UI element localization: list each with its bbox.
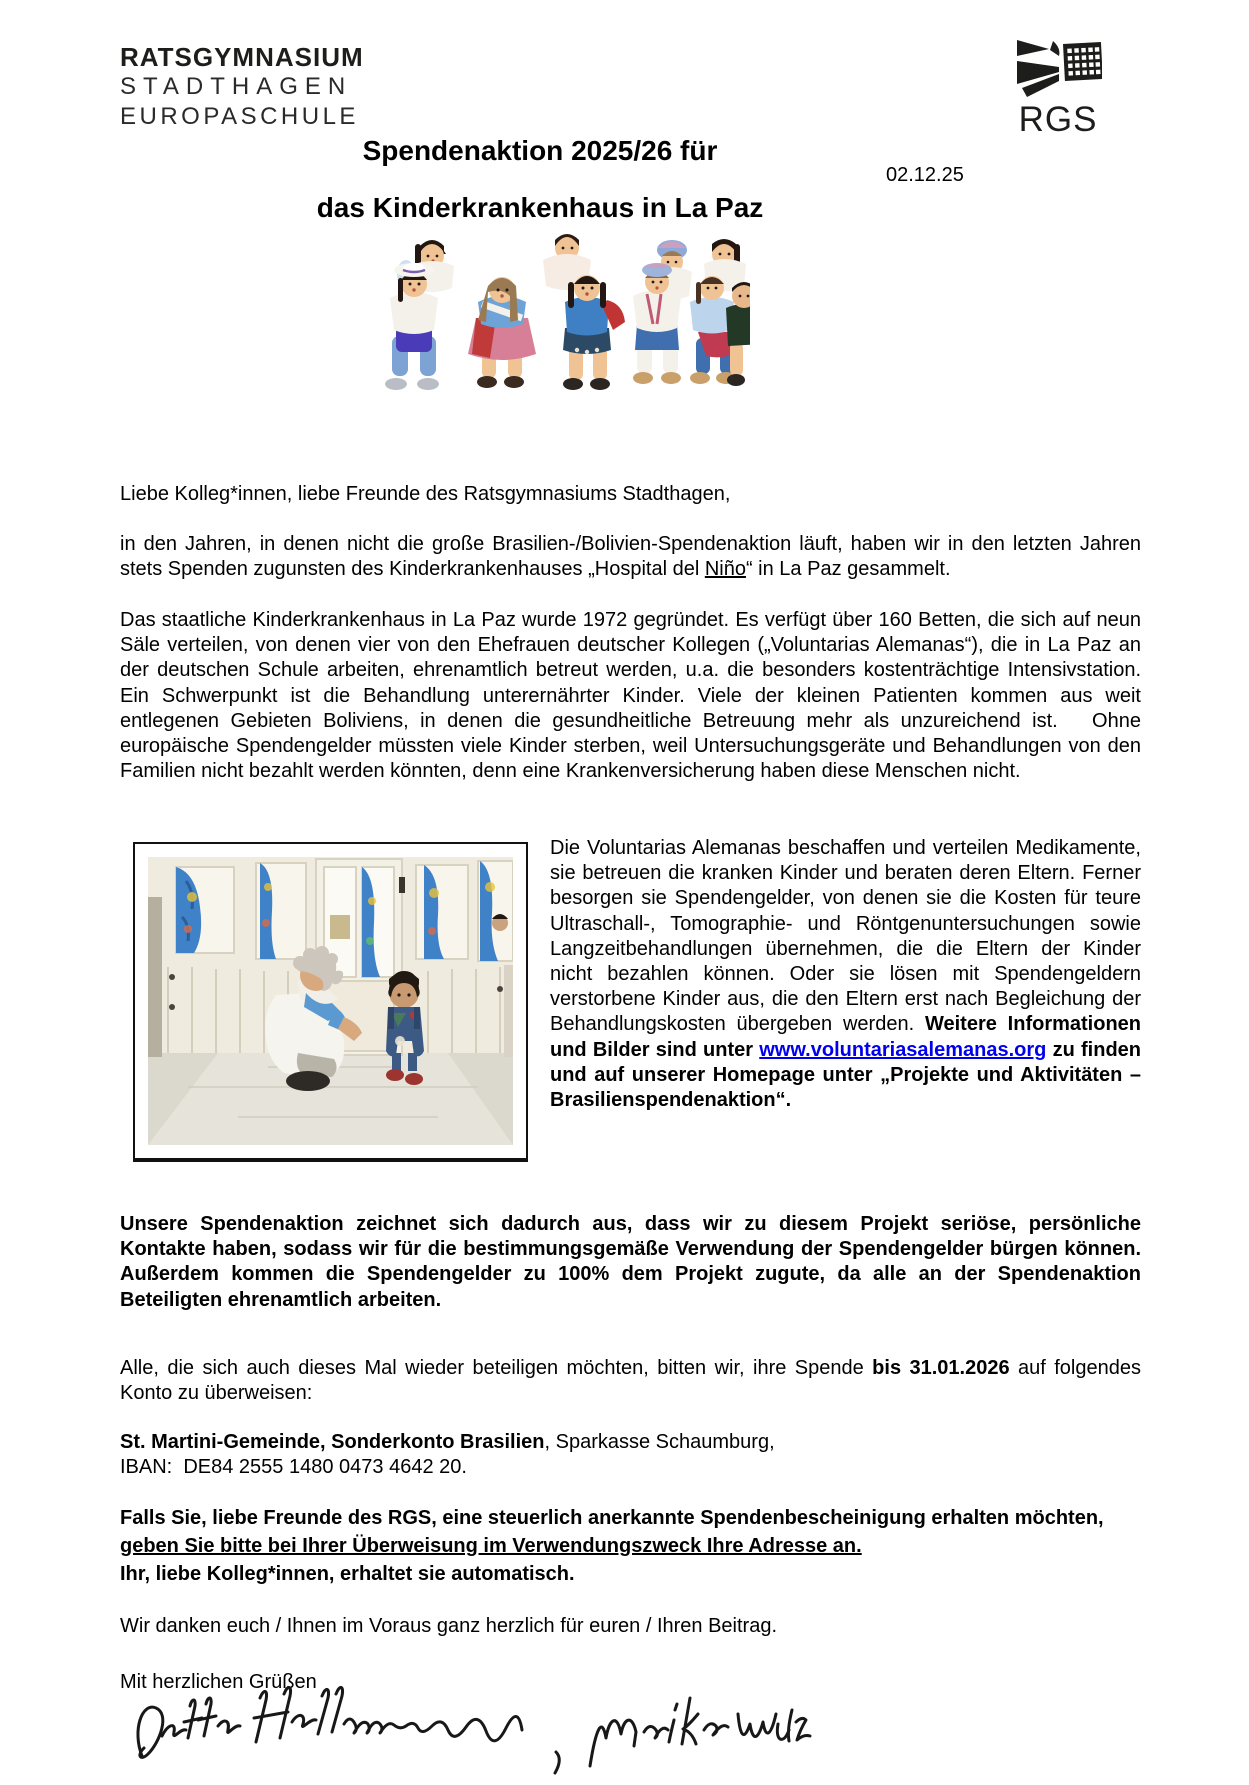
hospital-corridor-drawing — [148, 857, 513, 1145]
voluntarias-column — [550, 836, 1141, 1113]
window-curtain-far-right — [478, 861, 513, 961]
document-date: 02.12.25 — [886, 164, 964, 186]
dolls-illustration — [372, 230, 750, 410]
paragraph-unsere-spendenaktion: Unsere Spendenaktion zeichnet sich dadurch aus, dass wir zu diesem Projekt seriöse, persönliche Kontakte haben, sodass wir für die bestimmungsgemäße Verwendung der Spendengelder bürgen können. Außerdem kommen die Spendengelder zu 100% dem Projekt zugute, da alle an der Spendenaktion Beteiligten ehrenamtlich arbeiten. — [120, 1213, 1141, 1311]
alle-text-before: Alle, die sich auch dieses Mal wieder beteiligen möchten, bitten wir, ihre Spende — [120, 1357, 873, 1379]
account-bank: , Sparkasse Schaumburg, — [544, 1431, 775, 1453]
school-name-line2: STADTHAGEN — [120, 73, 353, 100]
salutation: Liebe Kolleg*innen, liebe Freunde des Ratsgymnasiums Stadthagen, — [120, 483, 731, 505]
title-line2: das Kinderkrankenhaus in La Paz — [316, 192, 764, 223]
alle-deadline: bis 31.01.2026 — [872, 1357, 1010, 1379]
doll-front-2 — [468, 277, 536, 388]
rgs-school-building-icon — [1014, 40, 1102, 98]
paragraph-intro — [120, 532, 1141, 582]
voluntarias-text: Die Voluntarias Alemanas beschaffen und verteilen Medikamente, sie betreuen die kranken Kinder und beraten deren Eltern. Ferner besorgen sie Spendengelder, von denen sie die Kosten für teure Ultraschall-, Tomographie- und Röntgenuntersuchungen sowie Langzeitbehandlungen übernehmen, die die Eltern der Kinder nicht bezahlen können. Oder sie lösen mit Spendengeldern verstorbene Kinder aus, die den Eltern erst nach Begleichung der Behandlungskosten übergeben werden. — [550, 837, 1141, 1036]
voluntarias-link[interactable]: www.voluntariasalemanas.org — [759, 1038, 1047, 1061]
account-name: St. Martini-Gemeinde, Sonderkonto Brasilien — [120, 1431, 545, 1453]
info-text-before: Weitere Informationen und Bilder sind unter — [550, 1013, 1142, 1061]
paragraph-hospital: Das staatliche Kinderkrankenhaus in La Paz wurde 1972 gegründet. Es verfügt über 160 Betten, die sich auf neun Säle verteilen, von denen vier von den Ehefrauen deutscher Kollegen („Voluntarias Alemanas“), die in La Paz an der deutschen Schule arbeiten, ehrenamtlich betreut werden, u.a. die besonders kostenträchtige Intensivstation. Ein Schwerpunkt ist die Behandlung unterernährter Kinder. Viele der kleinen Patienten kommen aus weit entlegenen Gebieten Boliviens, in denen die gesundheitliche Betreuung mehr als unzureichend ist. Ohne europäische Spendengelder müssten viele Kinder sterben, weil Untersuchungsgeräte und Behandlungen von den Familien nicht bezahlt werden könnten, denn eine Krankenversicherung haben diese Menschen nicht. — [120, 609, 1141, 783]
doll-front-3 — [563, 275, 625, 390]
title-line1: Spendenaktion 2025/26 für — [362, 135, 718, 166]
paragraph-thanks: Wir danken euch / Ihnen im Voraus ganz herzlich für euren / Ihren Beitrag. — [120, 1615, 778, 1637]
bank-account-block — [120, 1430, 1141, 1480]
window-curtain-left — [176, 867, 234, 953]
paragraph-alle — [120, 1356, 1141, 1406]
info-text-after: zu finden und auf unserer Homepage unter „Projekte und Aktivitäten – Brasilienspendenaktion“. — [550, 1038, 1141, 1112]
closing-greeting: Mit herzlichen Grüßen — [120, 1671, 317, 1693]
account-iban: IBAN: DE84 2555 1480 0473 4642 20. — [120, 1456, 467, 1479]
rgs-acronym: RGS — [1018, 100, 1098, 139]
hospital-photo — [133, 842, 528, 1162]
school-name-line1: RATSGYMNASIUM — [120, 42, 364, 72]
letter-title — [120, 136, 960, 223]
school-name-block — [120, 42, 364, 132]
window-curtain-left2 — [256, 863, 306, 959]
rgs-logo — [1008, 40, 1108, 140]
intro-text-before: in den Jahren, in denen nicht die große Brasilien-/Bolivien-Spendenaktion läuft, haben wir in den letzten Jahren stets Spenden zugunsten des Kinderkrankenhauses „Hospital del — [120, 533, 1141, 581]
falls-text-line2: Ihr, liebe Kolleg*innen, erhaltet sie automatisch. — [120, 1563, 575, 1585]
intro-text-after: “ in La Paz gesammelt. — [745, 558, 951, 581]
falls-text-underlined: geben Sie bitte bei Ihrer Überweisung im Verwendungszweck Ihre Adresse an. — [120, 1535, 862, 1557]
alle-text-after: auf folgendes Konto zu überweisen: — [120, 1357, 1141, 1405]
handwritten-signatures — [126, 1672, 826, 1782]
window-curtain-right — [416, 865, 468, 959]
falls-text-before: Falls Sie, liebe Freunde des RGS, eine steuerlich anerkannte Spendenbescheinigung erhalten möchten, — [120, 1507, 1104, 1529]
intro-text-underlined: Niño — [704, 558, 746, 581]
paragraph-spendenbescheinigung — [120, 1504, 1141, 1588]
school-name-line3: EUROPASCHULE — [120, 103, 359, 130]
